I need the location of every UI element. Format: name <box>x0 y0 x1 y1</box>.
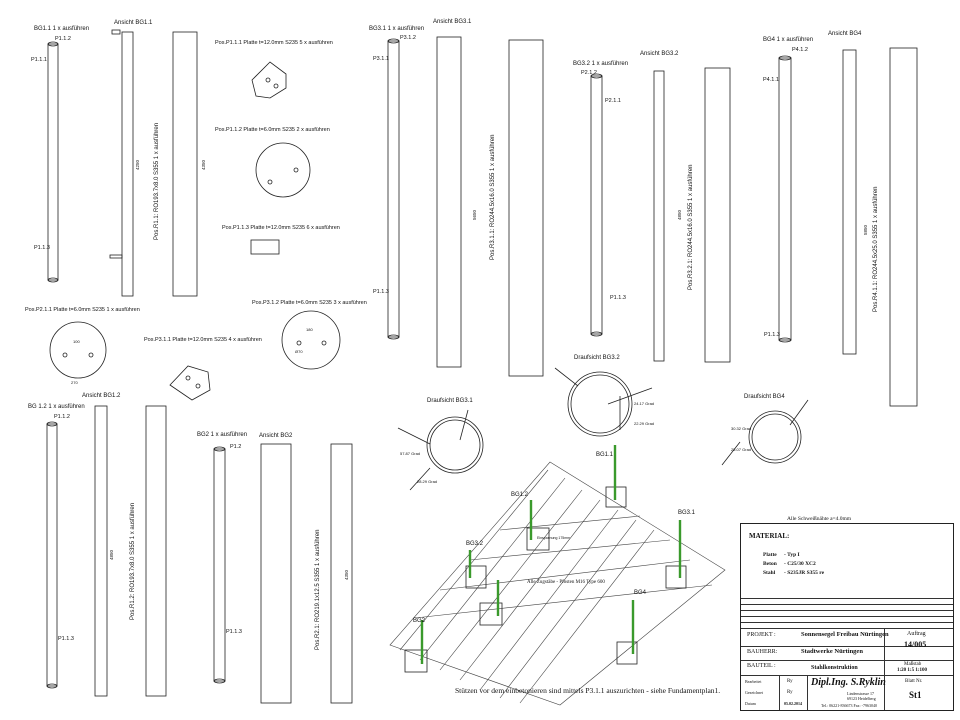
bg4-tag-mid: P4.1.1 <box>763 77 779 83</box>
bg2-len-a: 4350 <box>344 569 349 580</box>
bg4-pos: Pos.R4.1.1: RO244.5x25.0 S355 1 x ausführen <box>873 186 879 312</box>
bg3-2-tag-mid: P2.1.1 <box>605 98 621 104</box>
bauteil-label: BAUTEIL : <box>747 663 776 669</box>
firm-address-2: 69123 Heidelberg <box>847 696 876 701</box>
elevation-bg2 <box>261 444 291 703</box>
topview-bg3-2-a2: 22.29 Grad <box>634 421 655 426</box>
bg3-2-len-a: 4850 <box>677 209 682 220</box>
topview-bg4-a1: 30.32 Grad <box>731 426 752 431</box>
bg1-2-tag-bot: P1.1.3 <box>58 636 74 642</box>
plate-p2-1-1-label: Pos.P2.1.1 Platte t=6.0mm S235 1 x ausführen <box>25 307 140 313</box>
bg3-1-tag-mid: P3.1.1 <box>373 56 389 62</box>
plate-p1-1-1-drawing <box>252 62 286 98</box>
iso-label-bg3-1: BG3.1 <box>678 510 696 516</box>
bg2-tag-top: P1.2 <box>230 444 242 450</box>
bg3-1-view: Ansicht BG3.1 <box>433 19 472 25</box>
plate-dim-180: 180 <box>306 327 313 332</box>
topview-bg3-1-title: Draufsicht BG3.1 <box>427 398 473 404</box>
gezeichnet-label: Gezeichnet <box>745 690 763 695</box>
bg1-1-title: BG1.1 1 x ausführen <box>34 26 90 32</box>
bearbeitet-label: Bearbeitet <box>745 679 762 684</box>
plate-p3-1-2-drawing <box>282 311 340 369</box>
topview-bg4-title: Draufsicht BG4 <box>744 394 785 400</box>
bg4-tag-top: P4.1.2 <box>792 47 808 53</box>
bg2-title: BG2 1 x ausführen <box>197 432 248 438</box>
blatt-value: St1 <box>909 690 922 700</box>
material-row-2-val: - C25/30 XC2 <box>784 561 816 567</box>
bg3-1-pos: Pos.R3.1.1: RO244.5x16.0 S355 1 x ausführen <box>490 134 496 260</box>
bg1-1-tag-bot: P1.1.3 <box>34 245 50 251</box>
material-row-1-val: - Typ I <box>784 552 800 558</box>
bg1-2-pos: Pos.R1.2: RO193.7x8.0 S355 1 x ausführen <box>130 502 136 620</box>
topview-bg4-drawing <box>722 400 808 465</box>
iso-label-bg4: BG4 <box>634 590 647 596</box>
topview-bg3-1-a2: 28.29 Grad <box>417 479 438 484</box>
bg2-tag-bot: P1.1.3 <box>226 629 242 635</box>
material-heading: MATERIAL: <box>749 532 790 540</box>
section-bg4 <box>890 48 917 406</box>
bg3-1-tag-bot: P1.1.3 <box>373 289 389 295</box>
bg1-2-len-a: 4850 <box>109 549 114 560</box>
section-bg1-1 <box>173 32 197 296</box>
bauteil-value: Stahlkonstruktion <box>811 665 858 671</box>
projekt-value: Sonnensegel Freibau Nürtingen <box>801 631 889 638</box>
bg4-len-a: 5850 <box>863 224 868 235</box>
section-bg1-2 <box>146 406 166 696</box>
auftrag-label: Auftrag <box>907 631 926 637</box>
plate-dim-100-a: 100 <box>73 339 80 344</box>
bg3-2-title: BG3.2 1 x ausführen <box>573 61 629 67</box>
elevation-bg4 <box>843 50 856 354</box>
plate-dim-d70: Ø70 <box>295 349 303 354</box>
title-block <box>740 523 954 711</box>
material-row-1-key: Platte <box>763 552 777 558</box>
plate-p1-1-3-drawing <box>251 240 279 254</box>
plate-p1-1-2-label: Pos.P1.1.2 Platte t=6.0mm S235 2 x ausführen <box>215 127 330 133</box>
plate-dim-270: 270 <box>71 380 78 385</box>
plate-p2-1-1-drawing <box>50 322 106 378</box>
bg4-tag-bot: P1.1.3 <box>764 332 780 338</box>
bauherr-value: Stadtwerke Nürtingen <box>801 648 863 655</box>
firm-tel: Tel.: 06221-836673 Fax: -7963040 <box>821 703 877 708</box>
plate-p3-1-1-drawing <box>170 366 210 400</box>
topview-bg3-1-a1: 57.87 Grad <box>400 451 421 456</box>
tube-bg2 <box>214 447 225 683</box>
topview-bg4-a2: 25.07 Grad <box>731 447 752 452</box>
material-row-3-key: Stahl <box>763 570 776 576</box>
iso-label-bg3-2: BG3.2 <box>466 541 484 547</box>
iso-label-bg2: BG2 <box>413 618 426 624</box>
bg1-1-tag-mid: P1.1.1 <box>31 57 47 63</box>
bg3-2-tag-bot: P1.1.3 <box>610 295 626 301</box>
tube-bg1-2 <box>47 422 57 688</box>
bg2-pos: Pos.R2.1: RO219.1x12.5 S355 1 x ausführen <box>315 529 321 650</box>
bg3-1-len-a: 5650 <box>472 209 477 220</box>
bg3-2-view: Ansicht BG3.2 <box>640 51 679 57</box>
tube-bg3-2 <box>591 74 602 336</box>
material-row-3-val: - S235JR S355 re <box>784 570 825 576</box>
bg1-1-tag-top: P1.1.2 <box>55 36 71 42</box>
bauherr-label: BAUHERR: <box>747 649 778 655</box>
elevation-bg3-1 <box>437 37 461 367</box>
bg1-2-tag-top: P1.1.2 <box>54 414 70 420</box>
iso-anker-note: Alle Zugstäbe - Pfosten M16 Type 600 <box>527 580 605 585</box>
bg4-view: Ansicht BG4 <box>828 31 862 37</box>
massstab-value: 1:20 1:5 1:100 <box>897 668 927 673</box>
material-row-2-key: Beton <box>763 561 777 567</box>
bg3-1-tag-top: P3.1.2 <box>400 35 416 41</box>
datum-label: Datum <box>745 701 756 706</box>
projekt-label: PROJEKT : <box>747 632 776 638</box>
bg3-2-pos: Pos.R3.2.1: RO244.5x16.0 S355 1 x ausführen <box>688 164 694 290</box>
section-bg3-1 <box>509 40 543 376</box>
plate-p3-1-2-label: Pos.P3.1.2 Platte t=6.0mm S235 3 x ausführen <box>252 300 367 306</box>
bg1-1-len-b: 4350 <box>201 159 206 170</box>
bg1-1-view: Ansicht BG1.1 <box>114 20 153 26</box>
weld-note: Alle Schweißnähte a=4.0mm <box>787 516 852 522</box>
bg3-2-tag-top: P2.1.2 <box>581 70 597 76</box>
plate-p3-1-1-label: Pos.P3.1.1 Platte t=12.0mm S235 4 x ausführen <box>144 337 262 343</box>
bg1-1-len-a: 4250 <box>135 159 140 170</box>
bg3-1-title: BG3.1 1 x ausführen <box>369 26 425 32</box>
bg1-2-title: BG 1.2 1 x ausführen <box>28 404 85 410</box>
topview-bg3-1-drawing <box>398 410 483 490</box>
auftrag-value: 14/005 <box>904 640 927 649</box>
section-bg3-2 <box>705 68 730 362</box>
bg4-title: BG4 1 x ausführen <box>763 37 814 43</box>
bg1-1-pos: Pos.R1.1: RO193.7x8.0 S355 1 x ausführen <box>154 122 160 240</box>
elevation-bg3-2 <box>654 71 664 361</box>
bg1-2-view: Ansicht BG1.2 <box>82 393 121 399</box>
elevation-bg1-2 <box>95 406 107 696</box>
plate-p1-1-3-label: Pos.P1.1.3 Platte t=12.0mm S235 6 x ausführen <box>222 225 340 231</box>
bearbeitet-value: Ry <box>787 679 793 684</box>
firm-name: Dipl.Ing. S.Ryklin <box>811 677 886 688</box>
iso-label-bg1-1: BG1.1 <box>596 452 614 458</box>
datum-value: 05.02.2014 <box>784 701 802 706</box>
tube-bg4 <box>779 56 791 342</box>
topview-bg3-2-a1: 24.17 Grad <box>634 401 655 406</box>
gezeichnet-value: Ry <box>787 690 793 695</box>
blatt-label: Blatt Nr. <box>905 679 923 684</box>
bg2-view: Ansicht BG2 <box>259 433 293 439</box>
iso-einspannung: Einspannung 175mm <box>537 536 571 540</box>
elevation-bg1-1 <box>110 30 133 296</box>
tube-bg3-1 <box>388 39 399 339</box>
bottom-note: Stützen vor dem einbetonieren sind mittels P3.1.1 auszurichten - siehe Fundamentplan1. <box>455 686 721 695</box>
plate-p1-1-2-drawing <box>256 143 310 197</box>
firm-address-1: Lindenstrasse 17 <box>847 691 874 696</box>
plate-p1-1-1-label: Pos.P1.1.1 Platte t=12.0mm S235 5 x ausführen <box>215 40 333 46</box>
massstab-label: Maßstab <box>904 662 922 667</box>
iso-label-bg1-2: BG1.2 <box>511 492 529 498</box>
topview-bg3-2-title: Draufsicht BG3.2 <box>574 355 620 361</box>
